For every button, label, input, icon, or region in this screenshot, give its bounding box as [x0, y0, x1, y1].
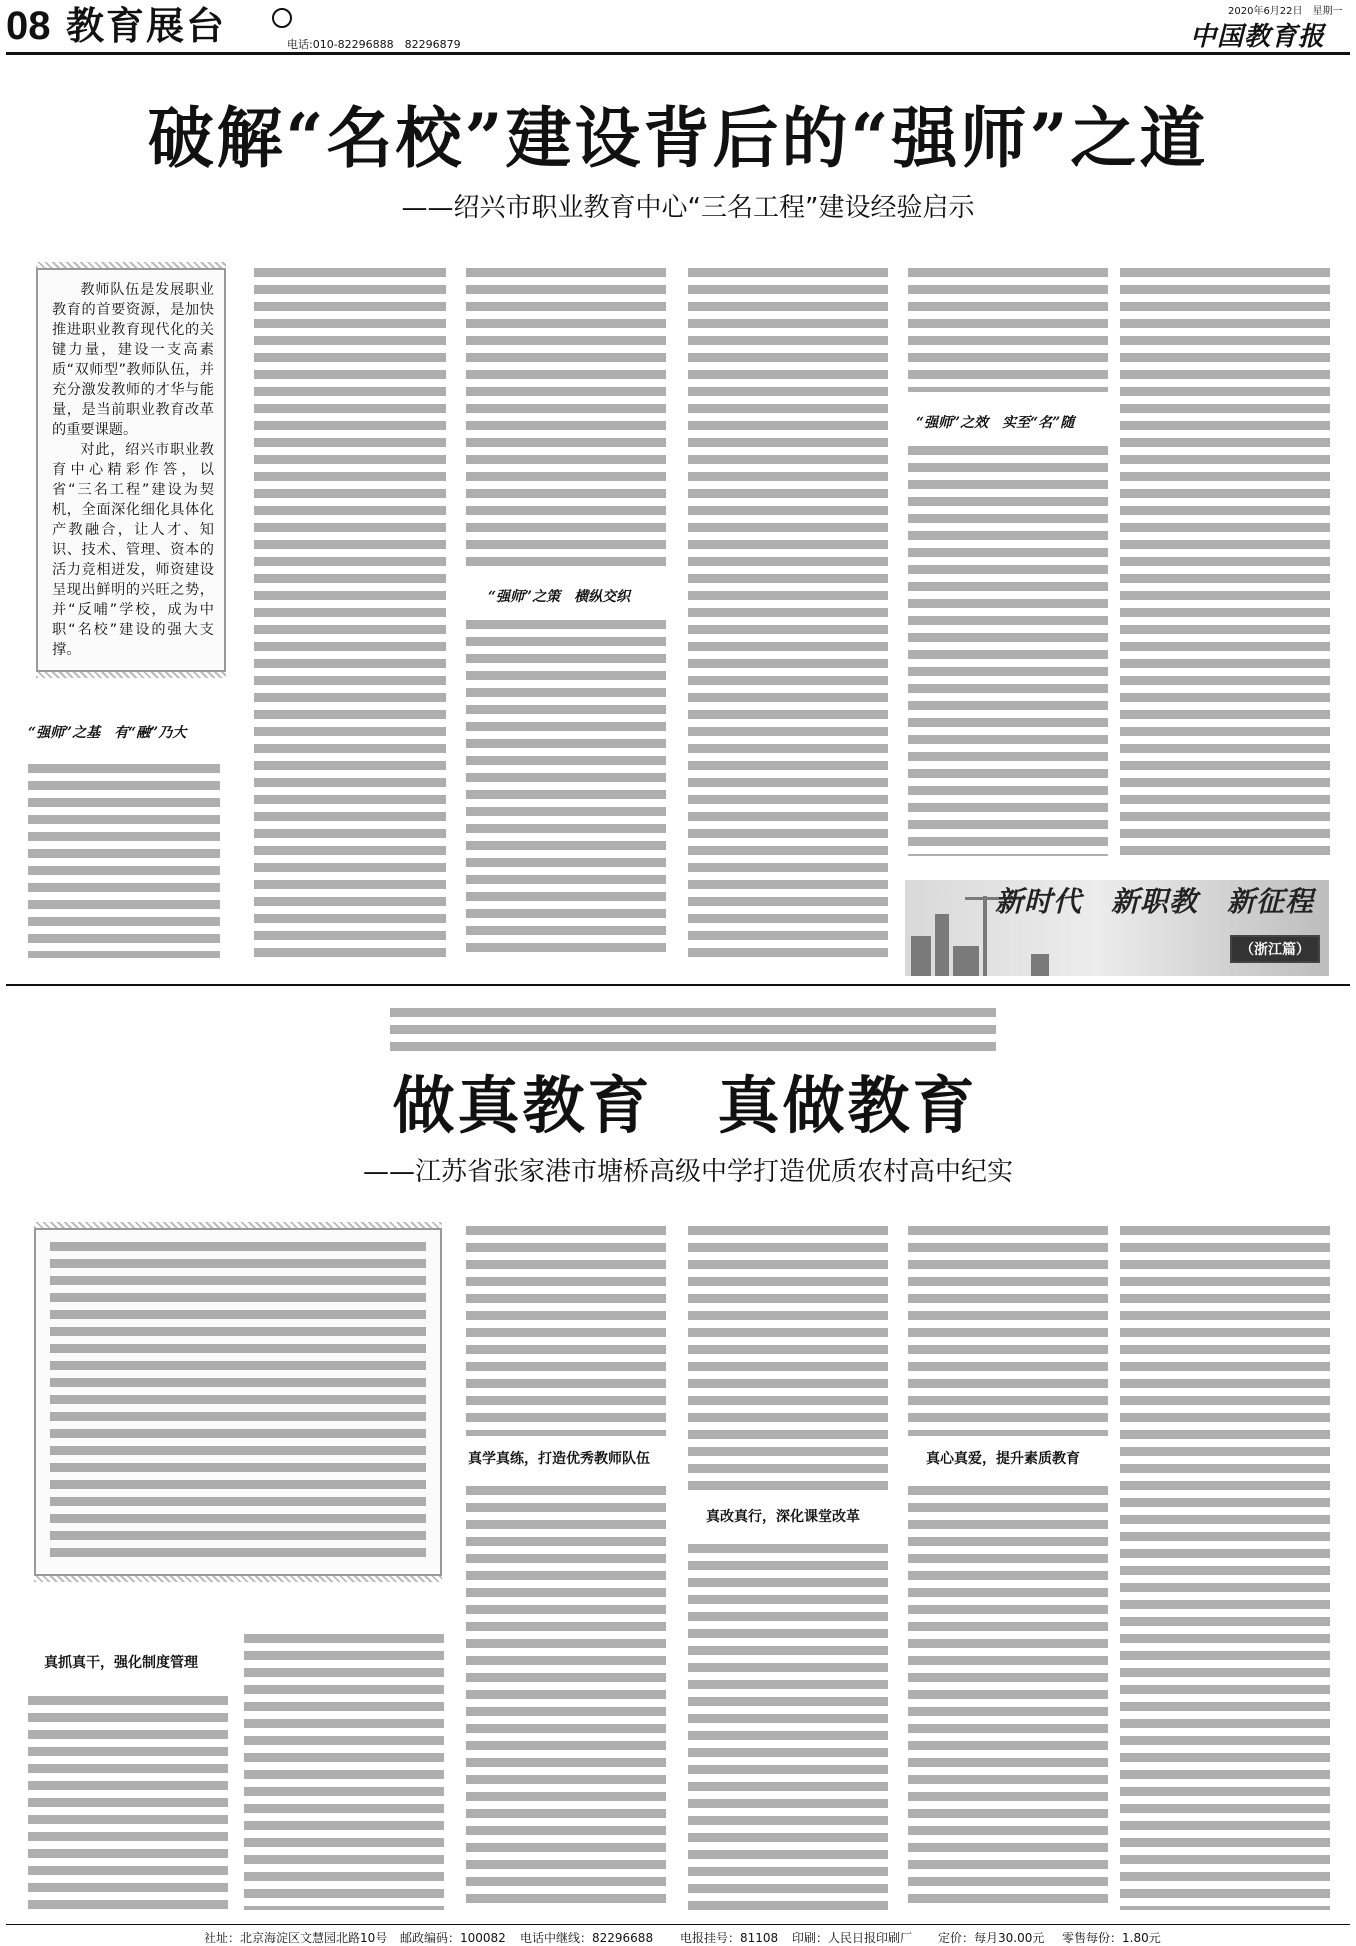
- article1-body-column: [688, 268, 888, 960]
- footer-address: 社址：北京海淀区文慧园北路10号: [204, 1931, 388, 1945]
- article2-title: 做真教育 真做教育: [392, 1069, 978, 1142]
- article1-body-column: [466, 268, 666, 572]
- article1-body-column: [254, 268, 446, 960]
- article1-section-title: “强师”之基 有“融”乃大: [28, 725, 187, 741]
- masthead-logo: 中国教育报: [1190, 22, 1326, 52]
- article1-section-title: “强师”之效 实至“名”随: [916, 415, 1075, 431]
- article2-section-title: 真抓真干，强化制度管理: [44, 1655, 198, 1671]
- banner-tag: （浙江篇）: [1230, 935, 1320, 963]
- article1-body-column: [1120, 268, 1330, 858]
- article1-section-title: “强师”之策 横纵交织: [488, 589, 631, 605]
- lead-box-border-bottom: [36, 672, 226, 678]
- article1-title: 破解“名校”建设背后的“强师”之道: [147, 99, 1209, 177]
- section-name: 教育展台: [66, 4, 227, 48]
- article1-body-column: [908, 446, 1108, 856]
- article2-body-column: [28, 1696, 228, 1910]
- article2-subtitle: ——江苏省张家港市塘桥高级中学打造优质农村高中纪实: [362, 1157, 1013, 1187]
- article2-body-column: [466, 1486, 666, 1910]
- footer-mail-code: 电报挂号：81108: [680, 1931, 779, 1945]
- article1-body-column: [466, 620, 666, 960]
- article2-section-title: 真心真爱，提升素质教育: [926, 1451, 1080, 1467]
- page-number: 08: [6, 4, 51, 48]
- footer-printer: 印刷：人民日报印刷厂: [792, 1931, 913, 1945]
- article-divider: [6, 984, 1350, 986]
- article2-lead-box: [34, 1228, 442, 1576]
- footer-retail-price: 零售每份：1.80元: [1062, 1931, 1161, 1945]
- article2-section-title: 真改真行，深化课堂改革: [706, 1509, 860, 1525]
- footer-price: 定价：每月30.00元: [938, 1931, 1045, 1945]
- footer-rule: [6, 1924, 1350, 1925]
- article1-lead-box: [36, 268, 226, 672]
- article2-body-column: [688, 1226, 888, 1494]
- article2-section-title: 真学真练，打造优秀教师队伍: [468, 1451, 650, 1467]
- issue-date: 2020年6月22日 星期一: [1228, 6, 1343, 17]
- section-emblem-icon: [272, 8, 292, 28]
- lead-box-border-bottom: [34, 1576, 442, 1582]
- article2-body-column: [908, 1226, 1108, 1436]
- article2-body-column: [688, 1544, 888, 1910]
- footer-postcode: 邮政编码：100082: [400, 1931, 506, 1945]
- article2-body-column: [466, 1226, 666, 1436]
- article2-body-column: [1120, 1226, 1330, 1910]
- article1-body-column: [908, 268, 1108, 392]
- article2-body-column: [908, 1486, 1108, 1910]
- article1-subtitle: ——绍兴市职业教育中心“三名工程”建设经验启示: [401, 193, 975, 223]
- header-rule: [6, 52, 1350, 55]
- article1-footnote-text: [390, 1008, 996, 1052]
- article2-body-column: [244, 1634, 444, 1910]
- lead-paragraph: 对此，绍兴市职业教育中心精彩作答，以省“三名工程”建设为契机，全面深化细化具体化产教融合，让人才、知识、技术、管理、资本的活力竞相迸发，师资建设呈现出鲜明的兴旺之势，并“反哺”学校，成为中职“名校”建设的强大支撑。: [52, 442, 214, 658]
- article1-body-column: [28, 764, 220, 958]
- banner-slogan: 新时代 新职教 新征程: [995, 885, 1315, 918]
- footer-phone: 电话中继线：82296688: [520, 1931, 654, 1945]
- lead-paragraph: 教师队伍是发展职业教育的首要资源，是加快推进职业教育现代化的关键力量，建设一支高素质“双师型”教师队伍，并充分激发教师的才华与能量，是当前职业教育改革的重要课题。: [52, 282, 214, 438]
- header-phone: 电话:010-82296888 82296879: [287, 38, 461, 51]
